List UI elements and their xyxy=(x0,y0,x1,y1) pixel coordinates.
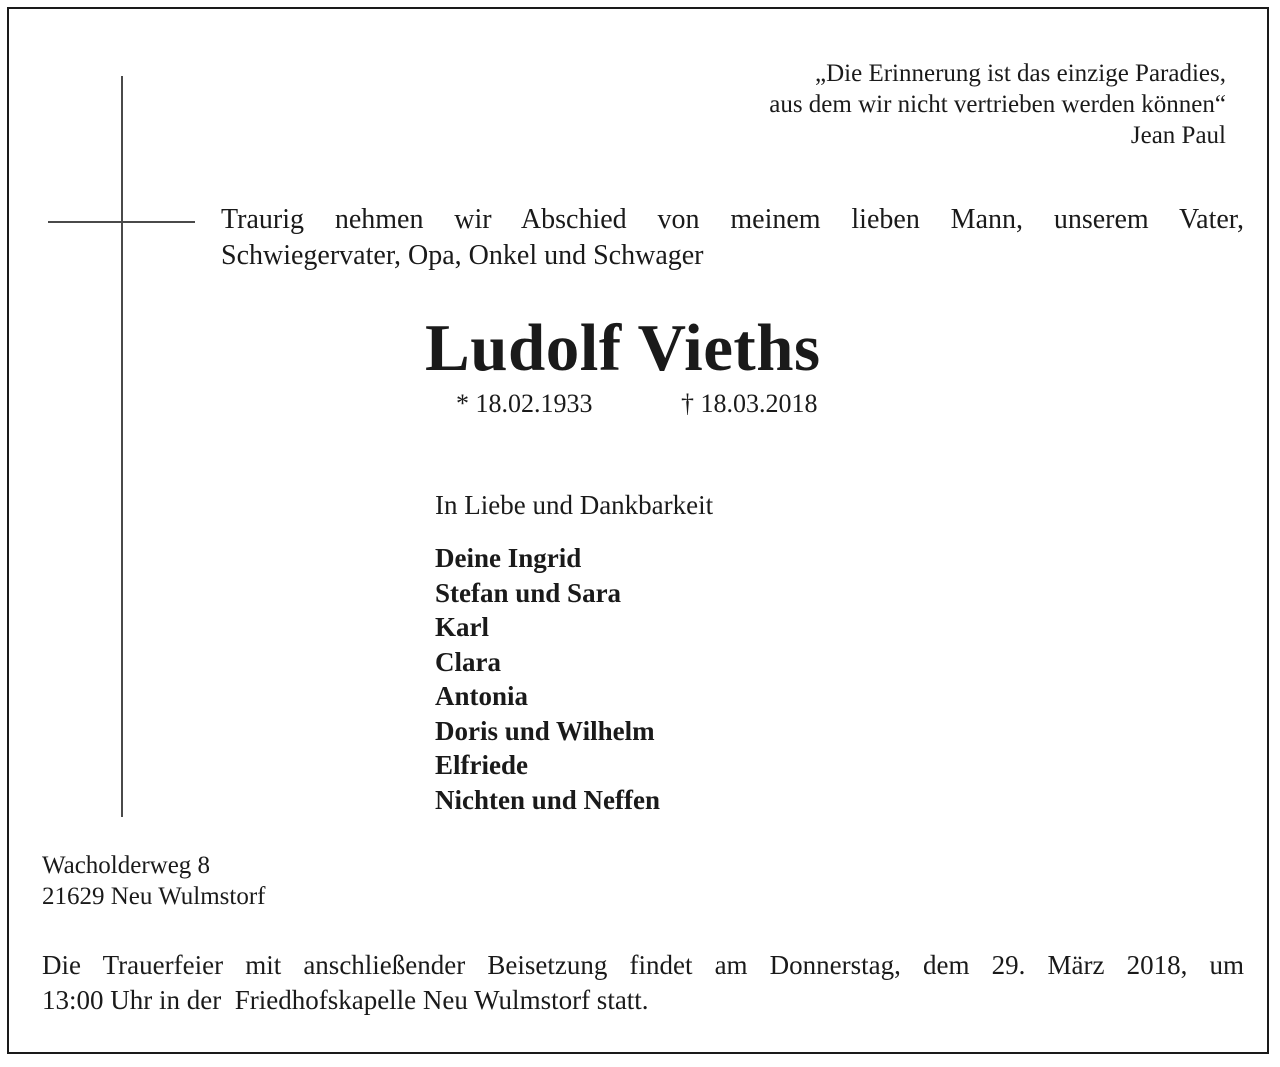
deceased-name: Ludolf Vieths xyxy=(425,311,821,385)
quote-line-2: aus dem wir nicht vertrieben werden können“ xyxy=(769,91,1226,118)
family-member: Antonia xyxy=(435,681,529,711)
family-list xyxy=(435,541,660,817)
intro-text xyxy=(221,202,1244,274)
death-date: † 18.03.2018 xyxy=(681,389,818,418)
family-member: Clara xyxy=(435,646,501,677)
service-line-1: Die Trauerfeier mit anschließender Beisetzung findet am Donnerstag, dem 29. März 2018, um xyxy=(42,950,1244,980)
cross-vertical-bar xyxy=(121,76,123,817)
family-member: Elfriede xyxy=(435,750,528,780)
intro-line-1: Traurig nehmen wir Abschied von meinem lieben Mann, unserem Vater, xyxy=(221,204,1244,235)
address-block xyxy=(42,850,266,912)
quote-line-1: „Die Erinnerung ist das einzige Paradies, xyxy=(815,60,1226,87)
address-city: 21629 Neu Wulmstorf xyxy=(42,883,266,910)
gratitude-line: In Liebe und Dankbarkeit xyxy=(435,490,714,520)
service-announcement xyxy=(42,948,1244,1018)
cross-horizontal-bar xyxy=(48,221,195,223)
intro-line-2: Schwiegervater, Opa, Onkel und Schwager xyxy=(221,240,704,271)
family-member: Deine Ingrid xyxy=(435,543,582,573)
family-member: Stefan und Sara xyxy=(435,577,622,608)
address-street: Wacholderweg 8 xyxy=(42,852,211,879)
quote-block xyxy=(640,58,1226,151)
family-member: Karl xyxy=(435,612,489,642)
quote-author: Jean Paul xyxy=(1130,122,1226,149)
birth-date: * 18.02.1933 xyxy=(456,389,593,418)
family-member: Doris und Wilhelm xyxy=(435,715,655,746)
family-member: Nichten und Neffen xyxy=(435,784,661,815)
service-line-2: 13:00 Uhr in der Friedhofskapelle Neu Wulmstorf statt. xyxy=(42,985,649,1015)
